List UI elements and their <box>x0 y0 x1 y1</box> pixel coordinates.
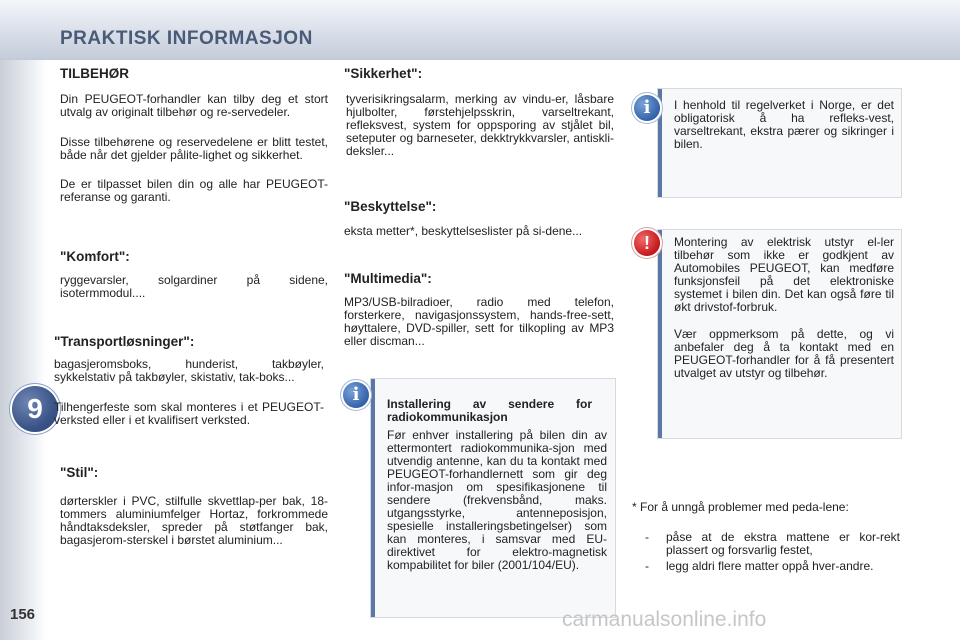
intro-paragraph-1: Din PEUGEOT-forhandler kan tilby deg et stort utvalg av originalt tilbehør og re-servedeler. <box>60 92 328 119</box>
warning-text-2: Vær oppmerksom på dette, og vi anbefaler deg å ta kontakt med en PEUGEOT-forhandler for å få presentert utvalget av utstyr og tilbehør. <box>674 327 894 380</box>
page-number: 156 <box>10 606 36 623</box>
multimedia-heading: "Multimedia": <box>344 271 432 286</box>
transport-text-2: Tilhengerfeste som skal monteres i et PEUGEOT-verksted eller i et kvalifisert verksted. <box>54 400 324 427</box>
page-header <box>0 0 960 60</box>
page-title: PRAKTISK INFORMASJON <box>60 28 313 49</box>
tilbehor-heading: TILBEHØR <box>60 66 129 81</box>
warning-box <box>657 229 902 439</box>
stil-heading: "Stil": <box>60 465 99 480</box>
install-info-box <box>370 378 616 618</box>
sikkerhet-heading: "Sikkerhet": <box>344 66 423 81</box>
sidebar <box>0 60 46 640</box>
beskyttelse-text: eksta metter*, beskyttelseslister på si-dene... <box>344 224 583 238</box>
multimedia-text: MP3/USB-bilradioer, radio med telefon, forsterkere, navigasjonssystem, hands-free-sett, høyttalere, DVD-spiller, sett for tilkopling av MP3 eller discman... <box>344 295 614 348</box>
box-accent-bar <box>658 230 662 438</box>
warning-text-1: Montering av elektrisk utstyr el-ler tilbehør som ikke er godkjent av Automobiles PEUGEOT, kan medføre funksjonsfeil på det elektroniske systemet i bilen din. Det kan også føre til økt drivstof-forbruk. <box>674 235 894 314</box>
intro-paragraph-2: Disse tilbehørene og reservedelene er blitt testet, både når det gjelder pålite-lighet og sikkerhet. <box>60 135 328 162</box>
footnote-lead: * For å unngå problemer med peda-lene: <box>632 500 849 514</box>
footnote-dash-icon: - <box>645 530 649 544</box>
watermark: carmanualsonline.info <box>562 608 767 631</box>
install-title: Installering av sendere for radiokommunikasjon <box>387 397 592 424</box>
footnote-item-1: påse at de ekstra mattene er kor-rekt plassert og forsvarlig festet, <box>666 530 900 557</box>
warning-icon: ! <box>634 230 660 256</box>
sikkerhet-text: tyverisikringsalarm, merking av vindu-er, låsbare hjulbolter, førstehjelpsskrin, varseltrekant, refleksvest, system for oppsporing av stjålet bil, seteputer og barneseter, dekktrykkvarsler, antiskli-deksler... <box>346 92 614 158</box>
komfort-heading: "Komfort": <box>60 249 130 264</box>
footnote-item-2: legg aldri flere matter oppå hver-andre. <box>666 559 874 573</box>
info-icon: i <box>634 95 660 121</box>
norway-info-box <box>657 88 902 198</box>
install-text: Før enhver installering på bilen din av ettermontert radiokommunika-sjon med utvendig antenne, kan du ta kontakt med PEUGEOT-forhandlernett som gir deg infor-masjon om spesifikasjonene til sendere (frekvensbånd, maks. utgangsstyrke, antenneposisjon, spesielle installeringsbetingelser) som kan monteres, i samsvar med EU-direktivet for elektro-magnetisk kompabilitet for biler (2001/104/EU). <box>387 428 607 572</box>
transport-text: bagasjeromsboks, hunderist, takbøyler, sykkelstativ på takbøyler, skistativ, tak-boks... <box>54 357 324 384</box>
stil-text: dørterskler i PVC, stilfulle skvettlap-per bak, 18-tommers aluminiumfelger Hortaz, forkrommede håndtaksdeksler, spreder på støtfanger bak, bagasjerom-sterskel i børstet aluminium... <box>60 494 328 547</box>
beskyttelse-heading: "Beskyttelse": <box>344 199 437 214</box>
transport-heading: "Transportløsninger": <box>54 334 195 349</box>
intro-paragraph-3: De er tilpasset bilen din og alle har PEUGEOT-referanse og garanti. <box>60 177 328 204</box>
norway-info-text: I henhold til regelverket i Norge, er det obligatorisk å ha refleks-vest, varseltrekant, ekstra pærer og sikringer i bilen. <box>674 98 894 151</box>
komfort-text: ryggevarsler, solgardiner på sidene, isotermmodul.... <box>60 273 328 300</box>
footnote-dash-icon: - <box>645 559 649 573</box>
info-icon: i <box>343 382 369 408</box>
chapter-badge: 9 <box>12 386 58 432</box>
box-accent-bar <box>371 379 375 617</box>
